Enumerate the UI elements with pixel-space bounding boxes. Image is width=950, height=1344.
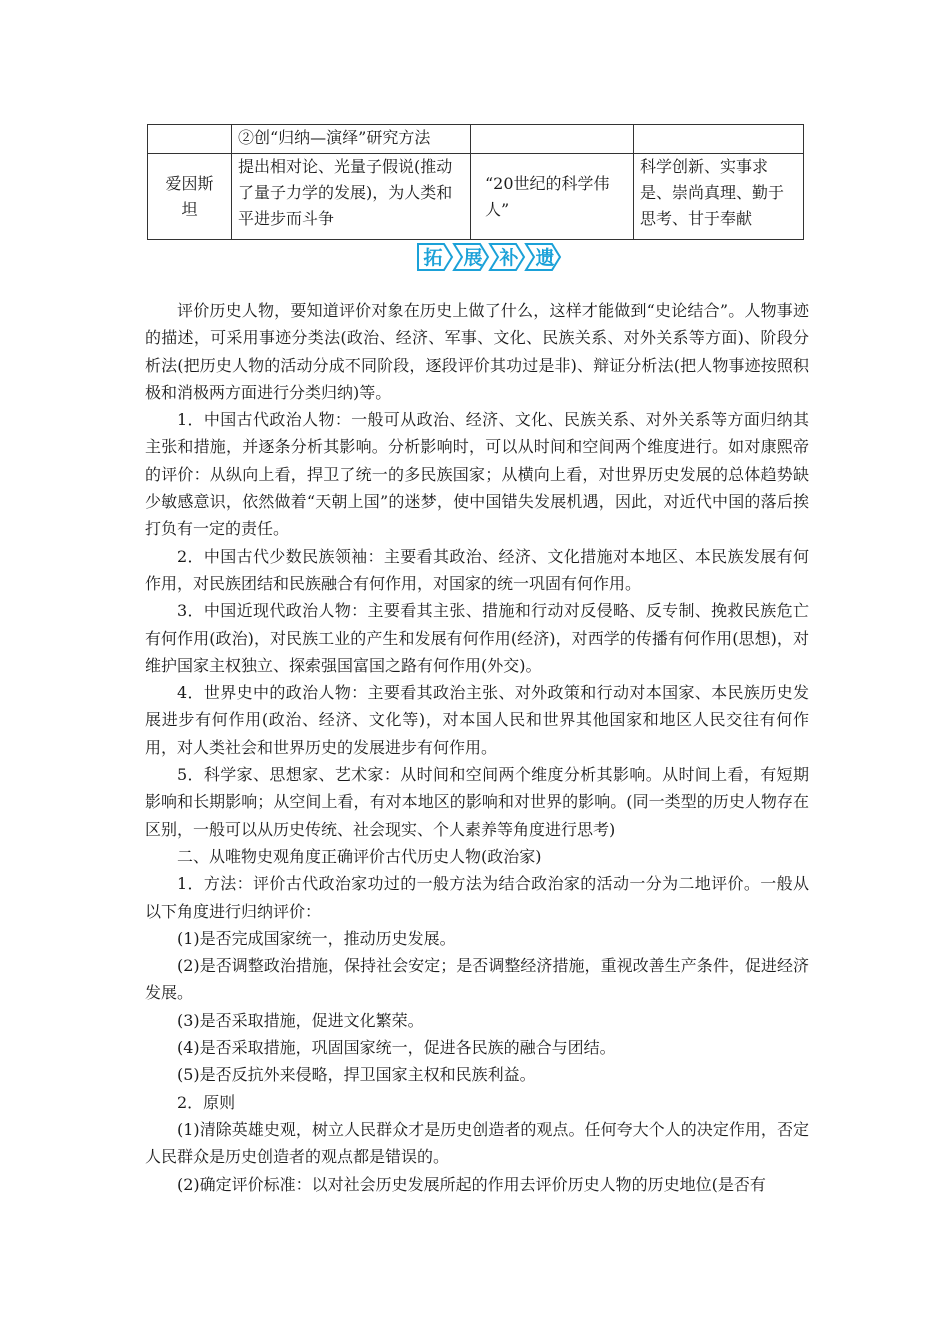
- banner-char: 补: [499, 247, 519, 269]
- list-item: (2)是否调整政治措施，保持社会安定；是否调整经济措施，重视改善生产条件，促进经济发展。: [145, 956, 809, 1003]
- paragraph-point-3: 3．中国近现代政治人物：主要看其主张、措施和行动对反侵略、反专制、挽救民族危亡有何作用(政治)，对民族工业的产生和发展有何作用(经济)，对西学的传播有何作用(思想)，对维护国家主权独立、探索强国富国之路有何作用(外交)。: [145, 601, 809, 675]
- subheading-principles: 2．原则: [177, 1092, 236, 1112]
- person-name: 爱因斯坦: [165, 173, 214, 219]
- table-row: [148, 154, 804, 240]
- table-row: [148, 125, 804, 154]
- section-heading: 二、从唯物史观角度正确评价古代历史人物(政治家): [177, 846, 542, 866]
- paragraph-method: 1．方法：评价古代政治家功过的一般方法为结合政治家的活动一分为二地评价。一般从以下角度进行归纳评价：: [145, 874, 809, 921]
- list-item: (5)是否反抗外来侵略，捍卫国家主权和民族利益。: [177, 1065, 536, 1085]
- banner-char: 遗: [535, 247, 555, 269]
- table-cell-title: “20世纪的科学伟人”: [471, 154, 634, 240]
- table-cell-title: [471, 125, 634, 154]
- section-banner: [416, 242, 570, 272]
- paragraph-point-2: 2．中国古代少数民族领袖：主要看其政治、经济、文化措施对本地区、本民族发展有何作用，对民族团结和民族融合有何作用，对国家的统一巩固有何作用。: [145, 546, 809, 593]
- list-item: (1)清除英雄史观，树立人民群众才是历史创造者的观点。任何夸大个人的决定作用，否定人民群众是历史创造者的观点都是错误的。: [145, 1119, 809, 1167]
- table-cell-deeds: ②创“归纳—演绎”研究方法: [232, 125, 471, 154]
- banner-char: 拓: [423, 247, 443, 269]
- article-body: [145, 297, 809, 1198]
- list-item: (1)是否完成国家统一，推动历史发展。: [177, 928, 456, 948]
- table-cell-deeds: 提出相对论、光量子假说(推动了量子力学的发展)，为人类和平进步而斗争: [232, 154, 471, 240]
- banner-char: 展: [463, 247, 483, 269]
- list-item: (4)是否采取措施，巩固国家统一，促进各民族的融合与团结。: [177, 1038, 616, 1058]
- paragraph-point-1: 1．中国古代政治人物：一般可从政治、经济、文化、民族关系、对外关系等方面归纳其主张和措施，并逐条分析其影响。分析影响时，可以从时间和空间两个维度进行。如对康熙帝的评价：从纵向上看，捍卫了统一的多民族国家；从横向上看，对世界历史发展的总体趋势缺少敏感意识，依然做着“天朝上国”的迷梦，使中国错失发展机遇，因此，对近代中国的落后挨打负有一定的责任。: [145, 410, 809, 539]
- banner-graphic: [416, 242, 570, 272]
- list-item: (2)确定评价标准：以对社会历史发展所起的作用去评价历史人物的历史地位(是否有: [177, 1174, 766, 1194]
- paragraph-point-5: 5．科学家、思想家、艺术家：从时间和空间两个维度分析其影响。从时间上看，有短期影响和长期影响；从空间上看，有对本地区的影响和对世界的影响。(同一类型的历史人物存在区别，一般可以从历史传统、社会现实、个人素养等角度进行思考): [145, 765, 809, 839]
- paragraph-intro: 评价历史人物，要知道评价对象在历史上做了什么，这样才能做到“史论结合”。人物事迹的描述，可采用事迹分类法(政治、经济、军事、文化、民族关系、对外关系等方面)、阶段分析法(把历史人物的活动分成不同阶段，逐段评价其功过是非)、辩证分析法(把人物事迹按照积极和消极两方面进行分类归纳)等。: [145, 301, 809, 402]
- table-cell-name: [148, 125, 232, 154]
- table-cell-name: [148, 154, 232, 240]
- paragraph-point-4: 4．世界史中的政治人物：主要看其政治主张、对外政策和行动对本国家、本民族历史发展进步有何作用(政治、经济、文化等)，对本国人民和世界其他国家和地区人民交往有何作用，对人类社会和世界历史的发展进步有何作用。: [145, 683, 809, 757]
- list-item: (3)是否采取措施，促进文化繁荣。: [177, 1010, 424, 1030]
- table-cell-traits: 科学创新、实事求是、崇尚真理、勤于思考、甘于奉献: [634, 154, 804, 240]
- table-cell-traits: [634, 125, 804, 154]
- historical-figures-table: [147, 124, 804, 240]
